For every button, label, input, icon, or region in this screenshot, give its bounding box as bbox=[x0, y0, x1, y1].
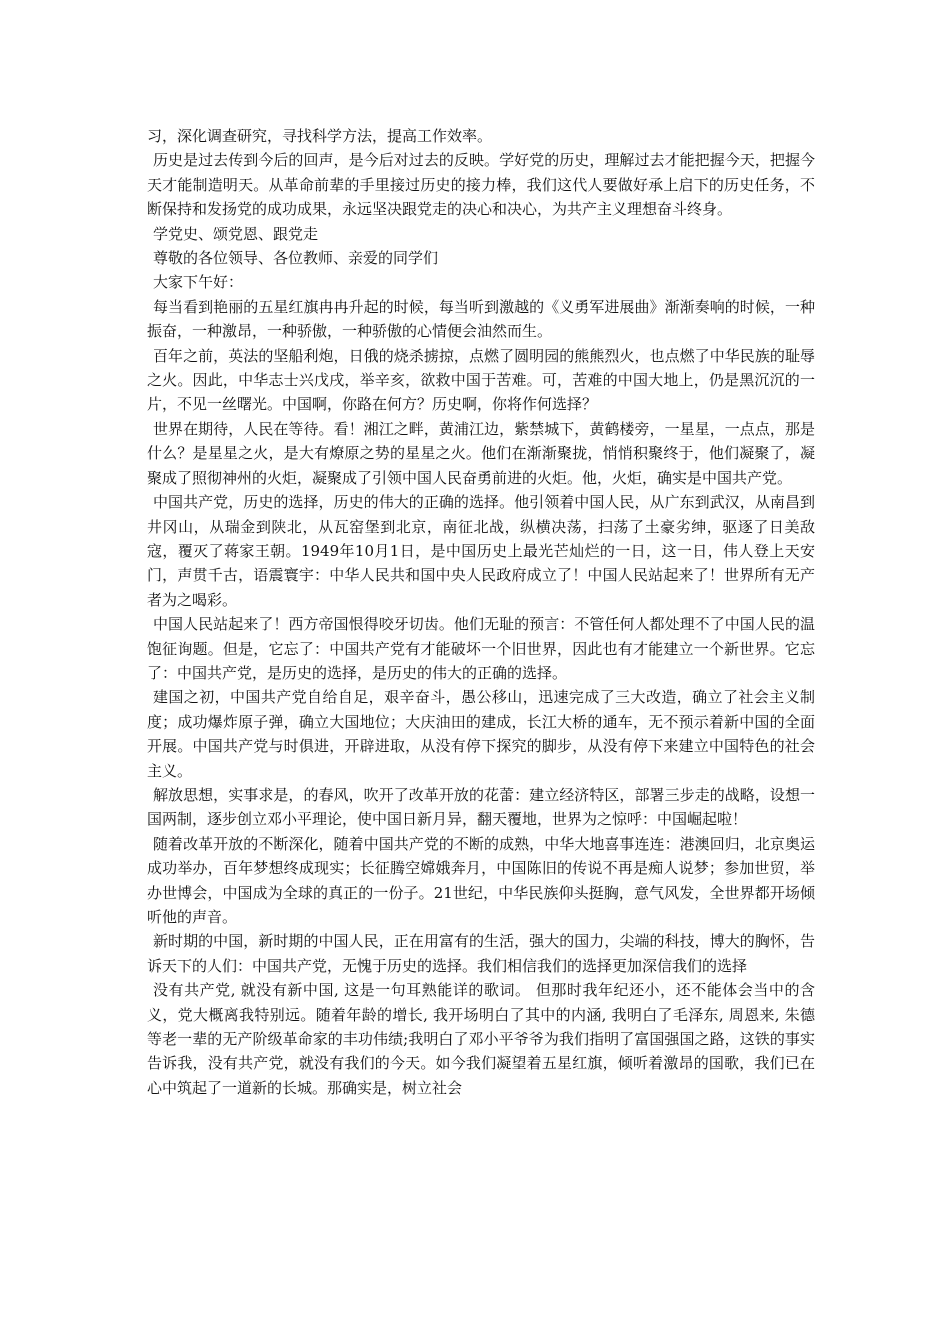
paragraph: 随着改革开放的不断深化，随着中国共产党的不断的成熟，中华大地喜事连连：港澳回归，北京奥运成功举办，百年梦想终成现实；长征腾空嫦娥奔月，中国陈旧的传说不再是痴人说梦；参加世贸，举办世博会，中国成为全球的真正的一份子。21世纪，中华民族仰头挺胸，意气风发，全世界都开场倾听他的声音。 bbox=[147, 834, 815, 926]
document-body bbox=[147, 124, 815, 1100]
salutation: 尊敬的各位领导、各位教师、亲爱的同学们 bbox=[153, 249, 439, 268]
greeting: 大家下午好： bbox=[153, 273, 244, 292]
paragraph: 百年之前，英法的坚船利炮，日俄的烧杀掳掠，点燃了圆明园的熊熊烈火，也点燃了中华民族的耻辱之火。因此，中华志士兴戊戌，举辛亥，欲救中国于苦难。可，苦难的中国大地上，仍是黑沉沉的一片，不见一丝曙光。中国啊，你路在何方？历史啊，你将作何选择？ bbox=[147, 346, 815, 414]
paragraph: 习，深化调查研究，寻找科学方法，提高工作效率。 bbox=[147, 127, 493, 145]
paragraph: 解放思想，实事求是，的春风，吹开了改革开放的花蕾：建立经济特区，部署三步走的战略，设想一国两制，逐步创立邓小平理论，使中国日新月异，翻天覆地，世界为之惊呼：中国崛起啦！ bbox=[147, 785, 815, 829]
paragraph: 世界在期待，人民在等待。看！湘江之畔，黄浦江边，紫禁城下，黄鹤楼旁，一星星，一点点，那是什么？是星星之火，是大有燎原之势的星星之火。他们在渐渐聚拢，悄悄积聚终于，他们凝聚了，凝聚成了照彻神州的火炬，凝聚成了引领中国人民奋勇前进的火炬。他，火炬，确实是中国共产党。 bbox=[147, 419, 815, 487]
section-title: 学党史、颂党恩、跟党走 bbox=[153, 224, 319, 243]
paragraph: 没有共产党, 就没有新中国, 这是一句耳熟能详的歌词。 但那时我年纪还小，还不能体会当中的含义，党大概离我特别远。随着年龄的增长, 我开场明白了其中的内涵, 我明白了毛泽东, 周恩来, 朱德等老一辈的无产阶级革命家的丰功伟绩;我明白了邓小平爷爷为我们指明了富国强国之路，这铁的事实告诉我，没有共产党，就没有我们的今天。如今我们凝望着五星红旗，倾听着激昂的国歌，我们已在心中筑起了一道新的长城。那确实是，树立社会 bbox=[147, 981, 815, 1097]
paragraph: 中国人民站起来了！西方帝国恨得咬牙切齿。他们无耻的预言：不管任何人都处理不了中国人民的温饱征询题。但是，它忘了：中国共产党有才能破坏一个旧世界，因此也有才能建立一个新世界。它忘了：中国共产党，是历史的选择，是历史的伟大的正确的选择。 bbox=[147, 615, 815, 682]
paragraph: 建国之初，中国共产党自给自足，艰辛奋斗，愚公移山，迅速完成了三大改造，确立了社会主义制度；成功爆炸原子弹，确立大国地位；大庆油田的建成，长江大桥的通车，无不预示着新中国的全面开展。中国共产党与时俱进，开辟进取，从没有停下探究的脚步，从没有停下来建立中国特色的社会主义。 bbox=[147, 688, 815, 780]
paragraph: 中国共产党，历史的选择，历史的伟大的正确的选择。他引领着中国人民，从广东到武汉，从南昌到井冈山，从瑞金到陕北，从瓦窑堡到北京，南征北战，纵横决荡，扫荡了土豪劣绅，驱逐了日美敌寇，覆灭了蒋家王朝。1949年10月1日，是中国历史上最光芒灿烂的一日，这一日，伟人登上天安门，声贯千古，语震寰宇：中华人民共和国中央人民政府成立了！中国人民站起来了！世界所有无产者为之喝彩。 bbox=[147, 493, 815, 609]
paragraph: 每当看到艳丽的五星红旗冉冉升起的时候，每当听到激越的《义勇军进展曲》渐渐奏响的时候，一种振奋，一种激昂，一种骄傲，一种骄傲的心情便会油然而生。 bbox=[147, 297, 815, 341]
paragraph: 历史是过去传到今后的回声，是今后对过去的反映。学好党的历史，理解过去才能把握今天，把握今天才能制造明天。从革命前辈的手里接过历史的接力棒，我们这代人要做好承上启下的历史任务，不断保持和发扬党的成功成果，永远坚决跟党走的决心和决心，为共产主义理想奋斗终身。 bbox=[147, 151, 815, 219]
paragraph: 新时期的中国，新时期的中国人民，正在用富有的生活，强大的国力，尖端的科技，博大的胸怀，告诉天下的人们：中国共产党，无愧于历史的选择。我们相信我们的选择更加深信我们的选择 bbox=[147, 932, 815, 975]
